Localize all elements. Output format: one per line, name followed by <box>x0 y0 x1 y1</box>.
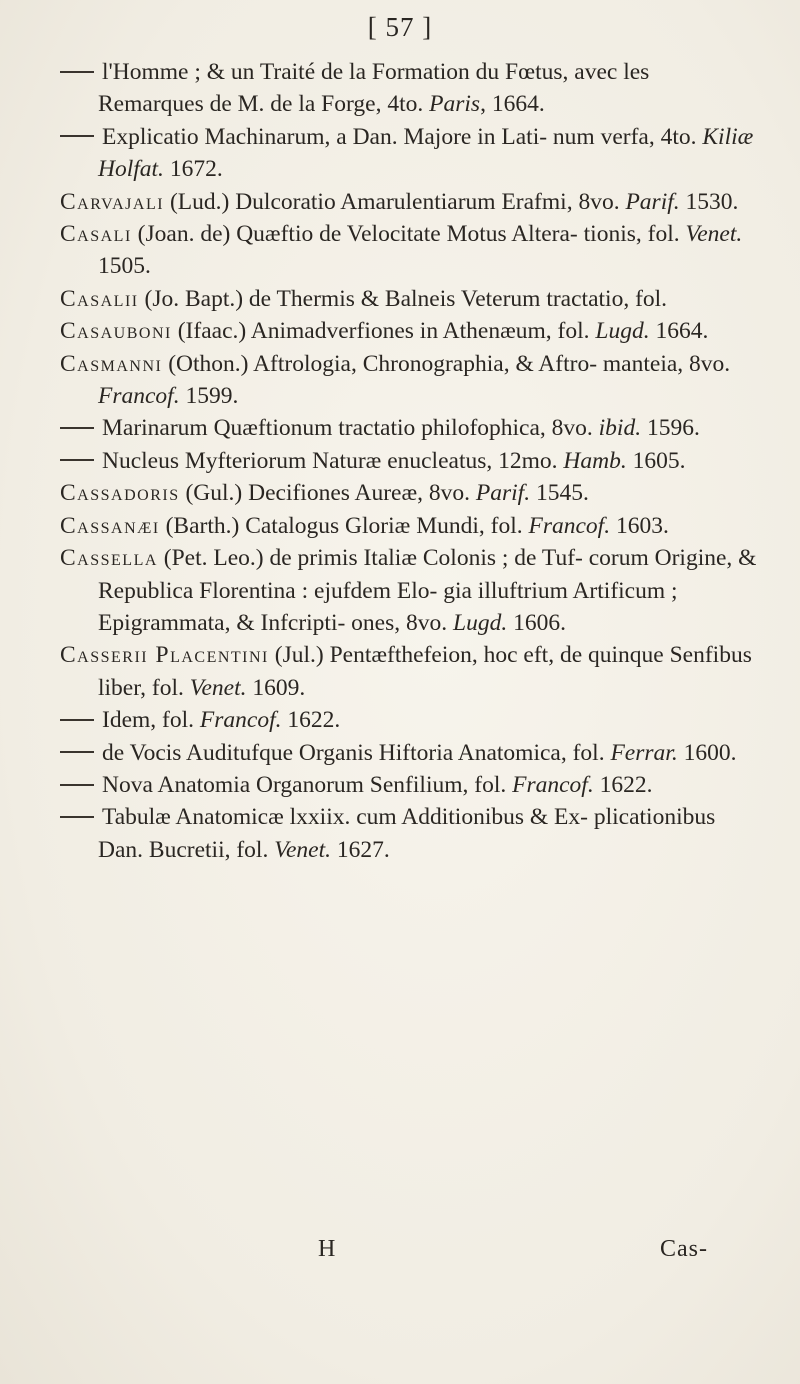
imprint-date: 1603. <box>610 512 669 539</box>
ditto-dash <box>60 427 94 429</box>
entry-text: Idem, fol. <box>102 707 200 734</box>
bibliography-entry <box>60 218 760 283</box>
bibliography-list <box>60 56 760 866</box>
imprint-date: 1622. <box>593 771 653 798</box>
imprint-date: , 1664. <box>480 91 545 118</box>
imprint-place: Venet. <box>274 836 331 863</box>
imprint-place: Venet. <box>189 674 247 701</box>
imprint-place: Venet. <box>685 221 743 248</box>
imprint-place: ibid. <box>598 415 642 442</box>
imprint-place: Parif. <box>475 480 531 507</box>
author-name: Carvajali <box>60 188 165 215</box>
author-name: Cassadoris <box>60 480 180 507</box>
ditto-dash <box>60 459 94 461</box>
ditto-dash <box>60 751 94 753</box>
imprint-place: Paris <box>429 91 481 118</box>
bibliography-entry <box>60 704 760 736</box>
imprint-place: Francof. <box>528 512 611 539</box>
bibliography-entry <box>60 315 760 347</box>
entry-text: (Barth.) Catalogus Gloriæ Mundi, fol. <box>159 512 529 539</box>
entry-text: (Joan. de) Quæftio de Velocitate Motus Altera- tionis, fol. <box>131 221 686 248</box>
author-name: Casauboni <box>60 318 172 345</box>
imprint-place: Francof. <box>512 771 594 798</box>
ditto-dash <box>60 135 94 137</box>
entry-text: de Vocis Auditufque Organis Hiftoria Anatomica, fol. <box>102 739 611 766</box>
entry-text: Nova Anatomia Organorum Senfilium, fol. <box>102 771 513 798</box>
entry-text: Explicatio Machinarum, a Dan. Majore in Lati- num verfa, 4to. <box>102 123 703 150</box>
entry-text: (Pet. Leo.) de primis Italiæ Colonis ; de Tuf- corum Origine, & Republica Florentina : ejufdem Elo- gia illuftrium Artificum ; Epigrammata, & Infcripti- ones, 8vo. <box>98 545 757 636</box>
imprint-place: Ferrar. <box>610 739 678 766</box>
imprint-place: Lugd. <box>595 318 650 345</box>
entry-text: (Jo. Bapt.) de Thermis & Balneis Veterum tractatio, fol. <box>138 285 668 312</box>
bibliography-entry <box>60 412 760 444</box>
bibliography-entry <box>60 445 760 477</box>
imprint-date: 1664. <box>649 318 709 345</box>
ditto-dash <box>60 784 94 786</box>
imprint-place: Parif. <box>625 188 680 215</box>
ditto-dash <box>60 71 94 73</box>
imprint-place: Francof. <box>199 707 282 734</box>
catchword: Cas- <box>660 1236 708 1262</box>
bibliography-entry <box>60 56 760 121</box>
entry-text: Tabulæ Anatomicæ lxxiix. cum Additionibus & Ex- plicationibus Dan. Bucretii, fol. <box>98 804 716 863</box>
author-name: Casalii <box>60 285 139 312</box>
ditto-dash <box>60 816 94 818</box>
bibliography-entry <box>60 477 760 509</box>
bibliography-entry <box>60 639 760 704</box>
imprint-place: Francof. <box>98 383 180 410</box>
imprint-date: 1622. <box>281 707 341 734</box>
entry-text: (Lud.) Dulcoratio Amarulentiarum Erafmi, 8vo. <box>164 188 626 215</box>
imprint-date: 1545. <box>530 480 589 507</box>
bibliography-entry <box>60 121 760 186</box>
bibliography-entry <box>60 348 760 413</box>
imprint-date: 1672. <box>163 156 223 183</box>
author-name: Casmanni <box>60 350 163 377</box>
author-name: Casali <box>60 221 132 248</box>
signature-mark: H <box>318 1236 336 1262</box>
imprint-place: Hamb. <box>563 447 627 474</box>
bibliography-entry <box>60 801 760 866</box>
bibliography-entry <box>60 283 760 315</box>
imprint-place: Lugd. <box>453 609 508 636</box>
imprint-date: 1596. <box>641 415 700 442</box>
imprint-date: 1530. <box>679 188 739 215</box>
bibliography-entry <box>60 737 760 769</box>
imprint-date: 1600. <box>677 739 737 766</box>
entry-text: Marinarum Quæftionum tractatio philofophica, 8vo. <box>102 415 599 442</box>
entry-text: (Ifaac.) Animadverfiones in Athenæum, fol. <box>171 318 596 345</box>
author-name: Cassanæi <box>60 512 160 539</box>
entry-text: Nucleus Myfteriorum Naturæ enucleatus, 12mo. <box>102 447 564 474</box>
imprint-date: 1606. <box>507 609 566 636</box>
bibliography-entry <box>60 186 760 218</box>
bibliography-entry <box>60 769 760 801</box>
author-name: Casserii Placentini <box>60 642 269 669</box>
imprint-date: 1505. <box>98 253 151 280</box>
author-name: Cassella <box>60 545 158 572</box>
entry-text: (Othon.) Aftrologia, Chronographia, & Aftro- manteia, 8vo. <box>162 350 731 377</box>
imprint-date: 1609. <box>246 674 306 701</box>
page-number: [ 57 ] <box>367 12 433 42</box>
entry-text: (Gul.) Decifiones Aureæ, 8vo. <box>179 480 476 507</box>
bibliography-entry <box>60 542 760 639</box>
entry-text: (Jul.) Pentæfthefeion, hoc eft, de quinque Senfibus liber, fol. <box>98 642 752 701</box>
bibliography-entry <box>60 510 760 542</box>
entry-text: l'Homme ; & un Traité de la Formation du Fœtus, avec les Remarques de M. de la Forge, 4to. <box>98 59 650 118</box>
imprint-date: 1599. <box>179 383 239 410</box>
ditto-dash <box>60 719 94 721</box>
imprint-date: 1605. <box>626 447 686 474</box>
imprint-place: Kiliæ Holfat. <box>98 123 754 183</box>
imprint-date: 1627. <box>330 836 390 863</box>
